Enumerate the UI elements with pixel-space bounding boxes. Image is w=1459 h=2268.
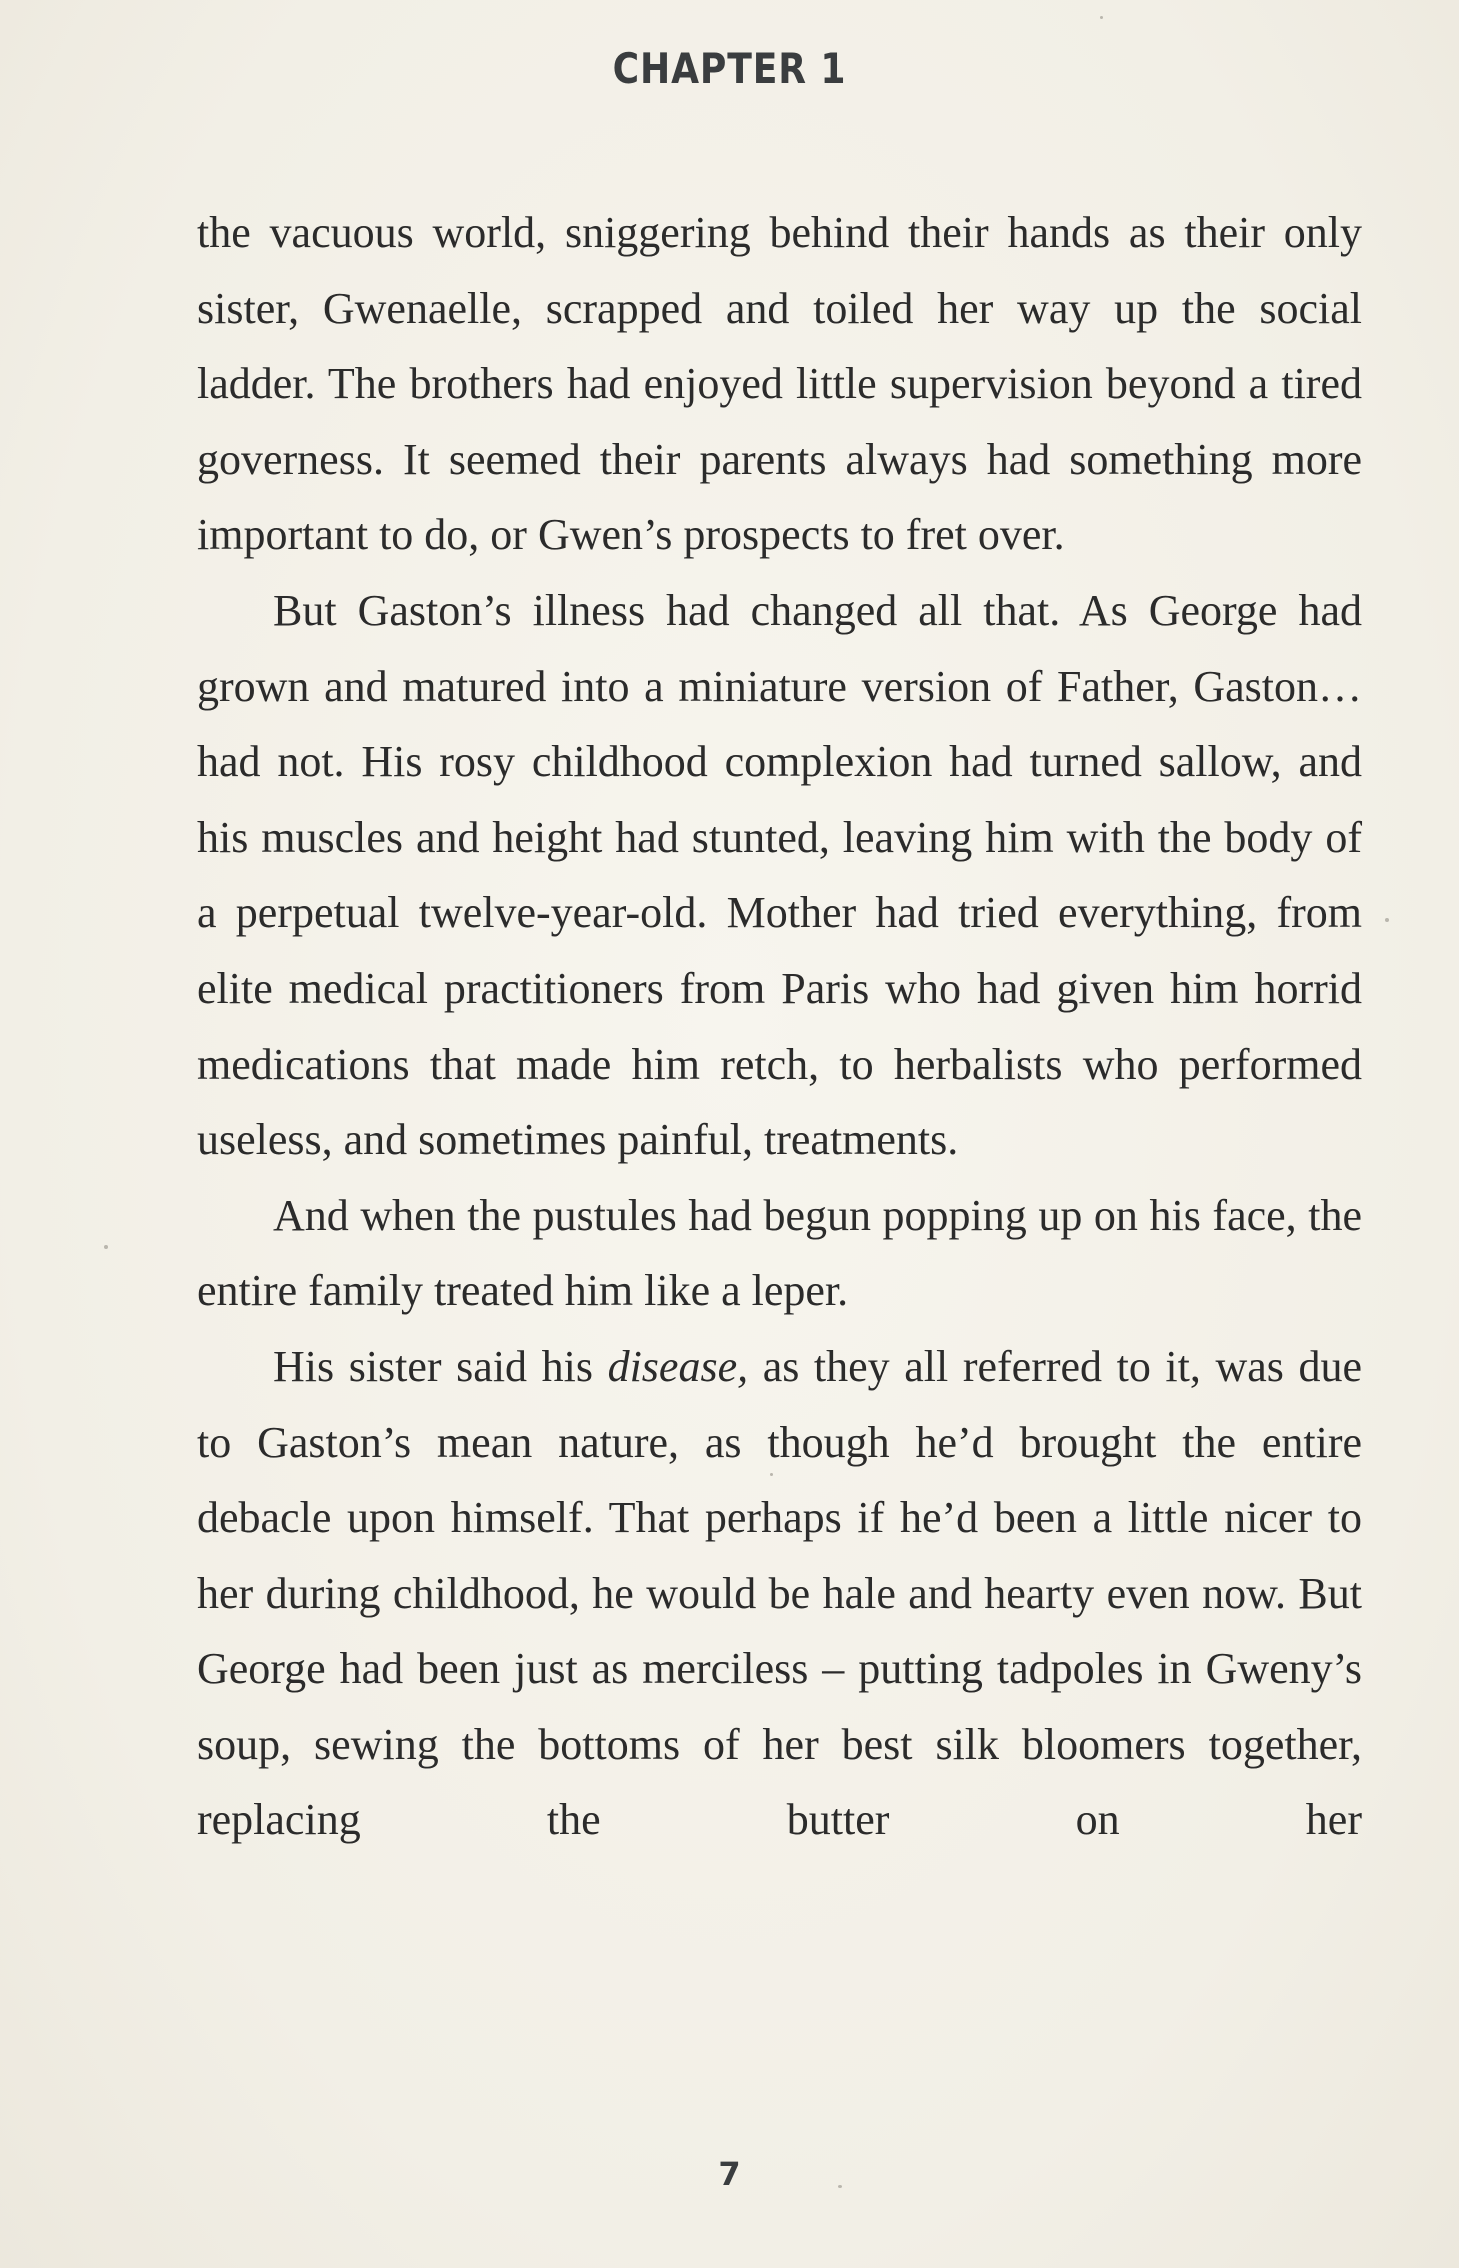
page-number: 7 <box>718 2155 741 2193</box>
paragraph-1: the vacuous world, sniggering behind their hands as their only sister, Gwenaelle, scrapped and toiled her way up the social ladder. The brothers had enjoyed little supervision beyond a tired governess. It seemed their parents always had something more important to do, or Gwen’s prospects to fret over. <box>197 208 1362 560</box>
chapter-heading: CHAPTER 1 <box>612 44 847 93</box>
paragraph-3: And when the pustules had begun popping up on his face, the entire family treated him like a leper. <box>197 1190 1362 1316</box>
emphasized-word: disease, <box>607 1341 749 1391</box>
paragraph-4-start: His sister said his <box>273 1341 608 1391</box>
paragraph-4 <box>197 1329 1362 1858</box>
body-text <box>197 195 1362 1858</box>
paragraph-4-rest: as they all referred to it, was due to Gaston’s mean nature, as though he’d brought the entire debacle upon himself. That perhaps if he’d been a little nicer to her during childhood, he would be hale and hearty even now. But George had been just as merciless – putting tadpoles in Gweny’s soup, sewing the bottoms of her best silk bloomers together, replacing the butter on her <box>197 1341 1362 1845</box>
paragraph-2: But Gaston’s illness had changed all that. As George had grown and matured into a miniature version of Father, Gaston… had not. His rosy childhood complexion had turned sallow, and his muscles and height had stunted, leaving him with the body of a perpetual twelve-year-old. Mother had tried everything, from elite medical practitioners from Paris who had given him horrid medications that made him retch, to herbalists who performed useless, and sometimes painful, treatments. <box>197 585 1362 1165</box>
